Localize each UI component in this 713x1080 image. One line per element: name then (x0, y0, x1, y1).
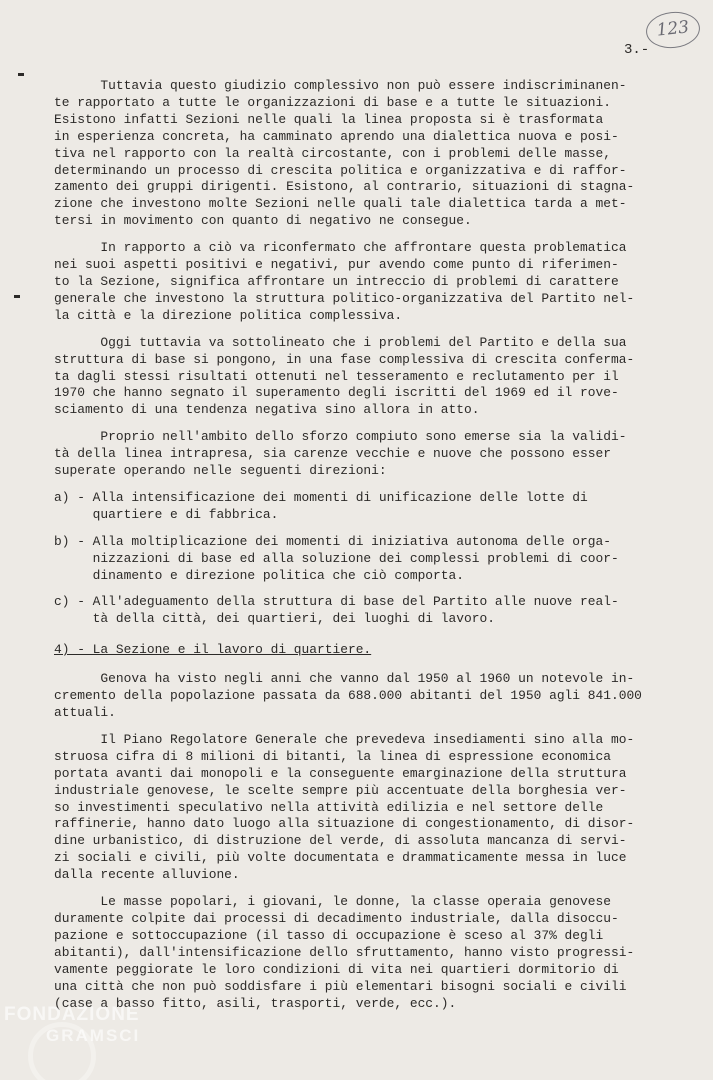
text-line: attuali. (54, 705, 116, 720)
page-number: 3.- (624, 42, 650, 58)
paragraph (54, 429, 666, 480)
paragraph (54, 534, 666, 585)
text-line: superate operando nelle seguenti direzioni: (54, 463, 387, 479)
text-line: Esistono infatti Sezioni nelle quali la linea proposta si è trasformata (54, 111, 604, 127)
text-line: dinamento e direzione politica che ciò comporta. (54, 567, 464, 583)
paragraph (54, 335, 666, 420)
text-line: industriale genovese, le scelte sempre più accentuate della borghesia ver- (54, 782, 627, 798)
text-line: duramente colpite dai processi di decadimento industriale, dalla disoccu- (54, 910, 619, 926)
text-line: tiva nel rapporto con la realtà circostante, con i problemi delle masse, (54, 145, 611, 161)
text-line: In rapporto a ciò va riconfermato che affrontare questa problematica (54, 240, 627, 256)
text-line: la città e la direzione politica complessiva. (54, 307, 403, 323)
text-line: una città che non può soddisfare i più elementari bisogni sociali e civili (54, 978, 627, 994)
text-line: raffinerie, hanno dato luogo alla situazione di congestionamento, di disor- (54, 816, 635, 832)
margin-mark (18, 73, 24, 76)
text-line: 1970 che hanno segnato il superamento degli iscritti del 1969 ed il rove- (54, 385, 619, 401)
text-line: Proprio nell'ambito dello sforzo compiuto sono emerse sia la validi- (54, 429, 627, 445)
text-line: te rapportato a tutte le organizzazioni di base e a tutte le situazioni. (54, 94, 611, 110)
text-line: 4) - La Sezione e il lavoro di quartiere. (54, 642, 372, 658)
paragraph (54, 490, 666, 524)
text-line: tersi in movimento con quanto di negativo ne consegue. (54, 213, 472, 229)
text-line: zione che investono molte Sezioni nelle quali tale dialettica tarda a met- (54, 196, 627, 212)
text-line: dalla recente alluvione. (54, 867, 240, 883)
text-line: nizzazioni di base ed alla soluzione dei complessi problemi di coor- (54, 550, 619, 566)
text-line: ta dagli stessi risultati ottenuti nel tesseramento e reclutamento per il (54, 368, 619, 384)
paragraph (54, 240, 666, 325)
text-line: determinando un processo di crescita politica e organizzativa e di raffor- (54, 162, 627, 178)
paragraph (54, 732, 666, 884)
watermark-line-1: FONDAZIONE (4, 1004, 140, 1025)
watermark-line-2: GRAMSCI (46, 1026, 141, 1045)
watermark (4, 1004, 140, 1046)
text-line: abitanti), dall'intensificazione dello sfruttamento, hanno visto progressi- (54, 944, 635, 960)
text-line: a) - Alla intensificazione dei momenti di unificazione delle lotte di (54, 489, 588, 505)
text-line: (case a basso fitto, asili, trasporti, verde, ecc.). (54, 995, 457, 1011)
text-line: Il Piano Regolatore Generale che prevedeva insediamenti sino alla mo- (54, 731, 635, 747)
text-line: quartiere e di fabbrica. (54, 506, 279, 522)
text-line: zi sociali e civili, più volte documentata e drammaticamente messa in luce (54, 850, 627, 866)
text-line: generale che investono la struttura politico-organizzativa del Partito nel- (54, 290, 635, 306)
text-line: vamente peggiorate le loro condizioni di vita nei quartieri dormitorio di (54, 961, 619, 977)
text-line: nei suoi aspetti positivi e negativi, pur avendo come punto di riferimen- (54, 257, 619, 273)
section-heading (54, 642, 666, 659)
text-line: sciamento di una tendenza negativa sino allora in atto. (54, 402, 480, 418)
text-line: tà della linea intrapresa, sia carenze vecchie e nuove che possono esser (54, 446, 611, 462)
text-line: struttura di base si pongono, in una fase complessiva di crescita conferma- (54, 351, 635, 367)
text-line: Le masse popolari, i giovani, le donne, la classe operaia genovese (54, 894, 611, 910)
text-line: zamento dei gruppi dirigenti. Esistono, al contrario, situazioni di stagna- (54, 179, 635, 195)
paragraph (54, 78, 666, 230)
text-line: tà della città, dei quartieri, dei luoghi di lavoro. (54, 611, 495, 627)
text-line: Tuttavia questo giudizio complessivo non può essere indiscriminanen- (54, 78, 627, 93)
text-line: cremento della popolazione passata da 688.000 abitanti del 1950 agli 841.000 (54, 688, 642, 704)
archive-number-stamp: 123 (644, 9, 701, 50)
text-line: in esperienza concreta, ha camminato aprendo una dialettica nuova e posi- (54, 128, 619, 144)
margin-mark (14, 295, 20, 298)
text-line: Genova ha visto negli anni che vanno dal 1950 al 1960 un notevole in- (54, 671, 635, 687)
document-body (54, 78, 666, 1022)
text-line: Oggi tuttavia va sottolineato che i problemi del Partito e della sua (54, 334, 627, 350)
text-line: so investimenti speculativo nella attività edilizia e nel settore delle (54, 799, 604, 815)
text-line: c) - All'adeguamento della struttura di base del Partito alle nuove real- (54, 594, 619, 610)
text-line: portata avanti dai monopoli e la conseguente emarginazione della struttura (54, 765, 627, 781)
text-line: struosa cifra di 8 milioni di bitanti, la linea di espressione economica (54, 748, 611, 764)
text-line: dine urbanistico, di distruzione del verde, di assoluta mancanza di servi- (54, 833, 627, 849)
text-line: pazione e sottoccupazione (il tasso di occupazione è sceso al 37% degli (54, 927, 604, 943)
paragraph (54, 671, 666, 722)
paragraph (54, 894, 666, 1012)
paragraph (54, 594, 666, 628)
text-line: b) - Alla moltiplicazione dei momenti di iniziativa autonoma delle orga- (54, 533, 611, 549)
text-line: to la Sezione, significa affrontare un intreccio di problemi di carattere (54, 273, 619, 289)
